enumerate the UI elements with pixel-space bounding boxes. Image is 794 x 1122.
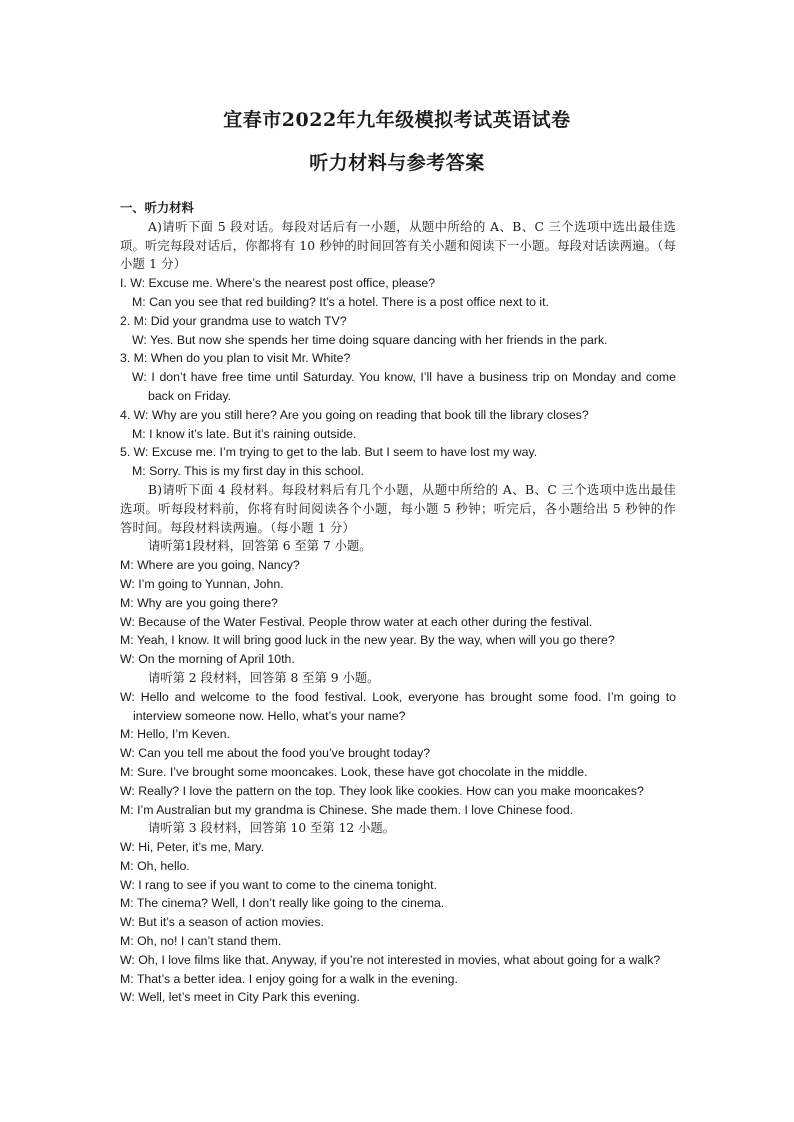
dialogue-line: 3. M: When do you plan to visit Mr. White? (120, 351, 351, 366)
dialogue-line: W: Hello and welcome to the food festival. Look, everyone has brought some food. I’m going to interview someone now. Hello, what’s your name? (120, 689, 676, 723)
dialogue-line: W: Can you tell me about the food you’ve brought today? (120, 746, 431, 761)
part-a-instruction: A)请听下面 5 段对话。每段对话后有一小题，从题中所给的 A、B、C 三个选项中选出最佳选项。听完每段对话后，你都将有 10 秒钟的时间回答有关小题和阅读下一小题。每段对话读两遍。（每小题 1 分） (120, 219, 676, 272)
dialogue-line: M: I know it’s late. But it’s raining outside. (132, 426, 357, 441)
dialogue-line: M: The cinema? Well, I don’t really like going to the cinema. (120, 896, 445, 911)
dialogue-line: M: Sorry. This is my first day in this school. (132, 464, 364, 479)
dialogue-line: M: Yeah, I know. It will bring good luck in the new year. By the way, when will you go there? (120, 633, 615, 648)
dialogue-line: W: I rang to see if you want to come to the cinema tonight. (120, 877, 437, 892)
section-heading: 一、听力材料 (120, 201, 194, 215)
passage-3-label: 请听第 3 段材料，回答第 10 至第 12 小题。 (148, 821, 396, 836)
dialogue-line: M: Hello, I’m Keven. (120, 727, 231, 742)
dialogue-line: M: Oh, no! I can’t stand them. (120, 934, 282, 949)
dialogue-line: W: Oh, I love films like that. Anyway, if you’re not interested in movies, what about going for a walk? (120, 952, 661, 967)
dialogue-line: W: On the morning of April 10th. (120, 652, 295, 667)
passage-1-label: 请听第1段材料，回答第 6 至第 7 小题。 (148, 539, 372, 554)
page-title: 宜春市2022年九年级模拟考试英语试卷 (223, 109, 571, 131)
dialogue-line: W: I don’t have free time until Saturday. You know, I’ll have a business trip on Monday and come back on Friday. (132, 370, 676, 403)
dialogue-line: W: But it’s a season of action movies. (120, 915, 324, 930)
dialogue-line: M: That’s a better idea. I enjoy going for a walk in the evening. (120, 971, 458, 986)
dialogue-line: M: Where are you going, Nancy? (120, 558, 300, 573)
dialogue-line: M: Sure. I’ve brought some mooncakes. Look, these have got chocolate in the middle. (120, 764, 588, 779)
dialogue-line: W: I’m going to Yunnan, John. (120, 576, 284, 591)
dialogue-line: W: Well, let’s meet in City Park this evening. (120, 990, 360, 1005)
page-subtitle: 听力材料与参考答案 (309, 152, 485, 174)
dialogue-line: W: Yes. But now she spends her time doing square dancing with her friends in the park. (132, 332, 608, 347)
dialogue-line: M: Can you see that red building? It’s a hotel. There is a post office next to it. (132, 294, 549, 309)
dialogue-line: W: Hi, Peter, it’s me, Mary. (120, 840, 265, 855)
dialogue-line: I. W: Excuse me. Where’s the nearest post office, please? (120, 276, 436, 291)
dialogue-line: 2. M: Did your grandma use to watch TV? (120, 313, 347, 328)
dialogue-line: M: Oh, hello. (120, 858, 190, 873)
listening-material (120, 199, 676, 1007)
dialogue-line: 5. W: Excuse me. I’m trying to get to the lab. But I seem to have lost my way. (120, 445, 538, 460)
dialogue-line: 4. W: Why are you still here? Are you going on reading that book till the library closes? (120, 407, 589, 422)
part-b-instruction: B)请听下面 4 段材料。每段材料后有几个小题，从题中所给的 A、B、C 三个选项中选出最佳选项。听每段材料前，你将有时间阅读各个小题，每小题 5 秒钟；听完后，各小题给出 5 秒钟的作答时间。每段材料读两遍。（每小题 1 分） (120, 482, 676, 535)
passage-2-label: 请听第 2 段材料，回答第 8 至第 9 小题。 (148, 670, 380, 685)
dialogue-line: M: I’m Australian but my grandma is Chinese. She made them. I love Chinese food. (120, 802, 574, 817)
dialogue-line: W: Really? I love the pattern on the top. They look like cookies. How can you make mooncakes? (120, 783, 644, 798)
dialogue-line: M: Why are you going there? (120, 595, 278, 610)
dialogue-line: W: Because of the Water Festival. People throw water at each other during the festival. (120, 614, 593, 629)
